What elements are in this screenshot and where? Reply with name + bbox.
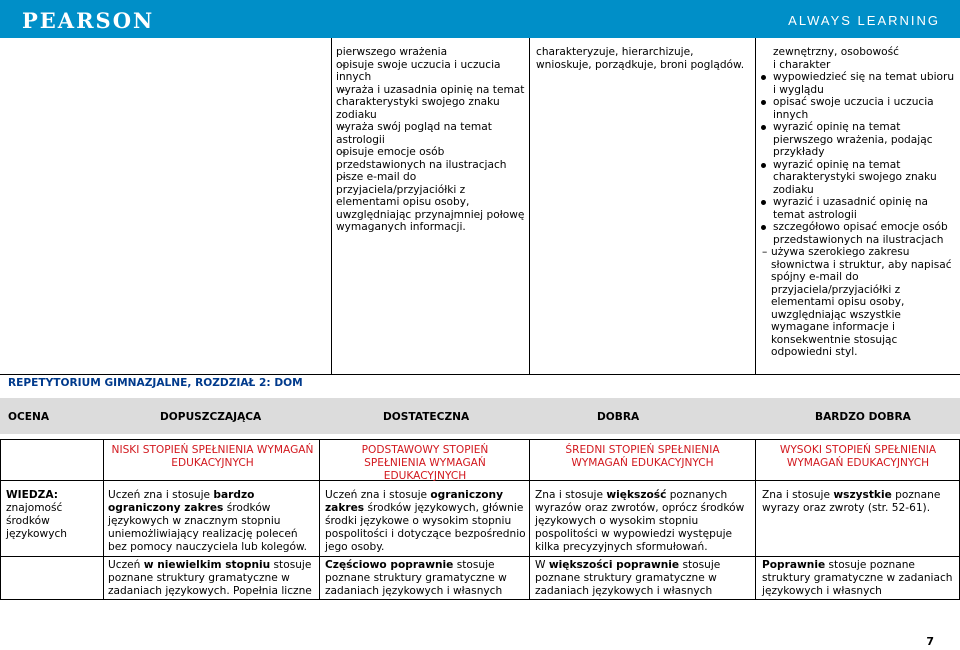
grade-label: DOSTATECZNA — [383, 411, 470, 423]
criteria-emphasis: większość — [606, 489, 667, 501]
table-divider — [529, 38, 530, 375]
criteria-text: Uczeń zna i stosuje — [108, 489, 214, 501]
list-item: – używa szerokiego zakresu słownictwa i struktur, aby napisać spójny e-mail do przyjaciela/przyjaciółki z elementami opisu osoby, uwzględniając wszystkie wymagane informacje i konsekwentnie stosując odpowiedni styl. — [757, 246, 955, 359]
top-col4-intro: i charakter — [773, 58, 831, 71]
top-col3: charakteryzuje, hierarchizuje, wnioskuje, porządkuje, broni poglądów. — [536, 46, 745, 71]
header-banner — [0, 0, 960, 38]
criteria-text: środków językowych, głównie środki językowe o wysokim stopniu pospolitości i dotyczące bezpośrednio jego osoby. — [325, 502, 526, 553]
criteria-cell — [535, 559, 753, 598]
criteria-text: Uczeń zna i stosuje — [325, 489, 431, 501]
wiedza-title: WIEDZA: — [6, 489, 58, 501]
table-divider — [331, 38, 332, 375]
top-col2-first-line: pierwszego wrażenia — [336, 46, 448, 58]
list-item: opisać swoje uczucia i uczucia innych — [757, 96, 955, 121]
list-item: – pisze e-mail do przyjaciela/przyjaciółki z elementami opisu osoby, uwzględniając przynajmniej połowę wymaganych informacji. — [336, 171, 526, 234]
criteria-emphasis: bardzo ograniczony zakres — [108, 489, 255, 514]
criteria-text: środków językowych w znacznym stopniu uniemożliwiający realizację poleceń bez pomocy nauczyciela lub kolegów. — [108, 502, 308, 553]
table-divider — [755, 38, 756, 375]
section-title: REPETYTORIUM GIMNAZJALNE, ROZDZIAŁ 2: DOM — [8, 377, 303, 389]
criteria-text: Uczeń — [108, 559, 144, 571]
grade-label: OCENA — [8, 411, 50, 423]
table-divider — [319, 439, 320, 600]
criteria-cell — [108, 489, 316, 554]
criteria-text: Zna i stosuje — [535, 489, 607, 501]
list-item: wyrazić opinię na temat charakterystyki swojego znaku zodiaku — [757, 159, 955, 197]
pearson-logo: PEARSON — [22, 8, 155, 33]
top-col2 — [336, 46, 526, 234]
list-item: wypowiedzieć się na temat ubioru i wyglądu — [757, 71, 955, 96]
criteria-text: Zna i stosuje — [762, 489, 834, 501]
tagline: ALWAYS LEARNING — [788, 13, 940, 28]
criteria-emphasis: Częściowo poprawnie — [325, 559, 454, 571]
level-label: WYSOKI STOPIEŃ SPEŁNIENIA WYMAGAŃ EDUKACYJNYCH — [779, 444, 937, 469]
list-item: – opisuje emocje osób przedstawionych na ilustracjach — [336, 146, 526, 171]
list-item: szczegółowo opisać emocje osób przedstawionych na ilustracjach — [757, 221, 955, 246]
list-item: wyrazić i uzasadnić opinię na temat astrologii — [757, 196, 955, 221]
page-number: 7 — [926, 635, 934, 648]
table-border — [0, 439, 960, 440]
criteria-text: poznane wyrazy oraz zwroty (str. 52-61). — [762, 489, 941, 514]
criteria-cell — [762, 559, 956, 598]
criteria-cell — [108, 559, 316, 598]
table-divider — [103, 439, 104, 600]
list-item: – wyraża i uzasadnia opinię na temat charakterystyki swojego znaku zodiaku — [336, 84, 526, 122]
criteria-text: W — [535, 559, 549, 571]
criteria-cell — [535, 489, 753, 554]
wiedza-label — [6, 489, 100, 541]
table-divider — [0, 439, 1, 600]
grade-label: DOPUSZCZAJĄCA — [160, 411, 262, 423]
criteria-cell — [762, 489, 956, 515]
criteria-emphasis: ograniczony zakres — [325, 489, 503, 514]
criteria-emphasis: wszystkie — [833, 489, 892, 501]
list-item: wyrazić opinię na temat pierwszego wrażenia, podając przykłady — [757, 121, 955, 159]
table-divider — [529, 439, 530, 600]
grade-label: DOBRA — [597, 411, 640, 423]
list-item: – wyraża swój pogląd na temat astrologii — [336, 121, 526, 146]
list-item: – opisuje swoje uczucia i uczucia innych — [336, 59, 526, 84]
top-col4-intro: zewnętrzny, osobowość — [773, 46, 899, 58]
criteria-cell — [325, 489, 527, 554]
criteria-text: poznanych wyrazów oraz zwrotów, oprócz środków językowych o wysokim stopniu pospolitości w wypowiedzi występuje kilka precyzyjnych sformułowań. — [535, 489, 745, 553]
table-border — [0, 556, 960, 557]
table-divider — [755, 439, 756, 600]
top-col4 — [757, 46, 955, 359]
grade-label: BARDZO DOBRA — [815, 411, 911, 423]
criteria-emphasis: większości poprawnie — [548, 559, 680, 571]
table-bottom-border — [0, 374, 960, 375]
criteria-cell — [325, 559, 527, 598]
criteria-emphasis: Poprawnie — [762, 559, 826, 571]
level-label: ŚREDNI STOPIEŃ SPEŁNIENIA WYMAGAŃ EDUKACYJNYCH — [565, 444, 720, 469]
level-label: PODSTAWOWY STOPIEŃ SPEŁNIENIA WYMAGAŃ EDUKACYJNYCH — [361, 444, 489, 482]
criteria-text: stosuje poznane struktury gramatyczne w zadaniach językowych i własnych — [325, 559, 507, 597]
criteria-text: stosuje poznane struktury gramatyczne w zadaniach językowych i własnych — [535, 559, 721, 597]
wiedza-subtitle: znajomość środków językowych — [6, 502, 68, 540]
criteria-emphasis: w niewielkim stopniu — [143, 559, 271, 571]
level-label: NISKI STOPIEŃ SPEŁNIENIA WYMAGAŃ EDUKACYJNYCH — [111, 444, 314, 469]
criteria-text: stosuje poznane struktury gramatyczne w zadaniach językowych i własnych — [762, 559, 953, 597]
criteria-text: stosuje poznane struktury gramatyczne w zadaniach językowych. Popełnia liczne — [108, 559, 312, 597]
table-border — [0, 599, 960, 600]
